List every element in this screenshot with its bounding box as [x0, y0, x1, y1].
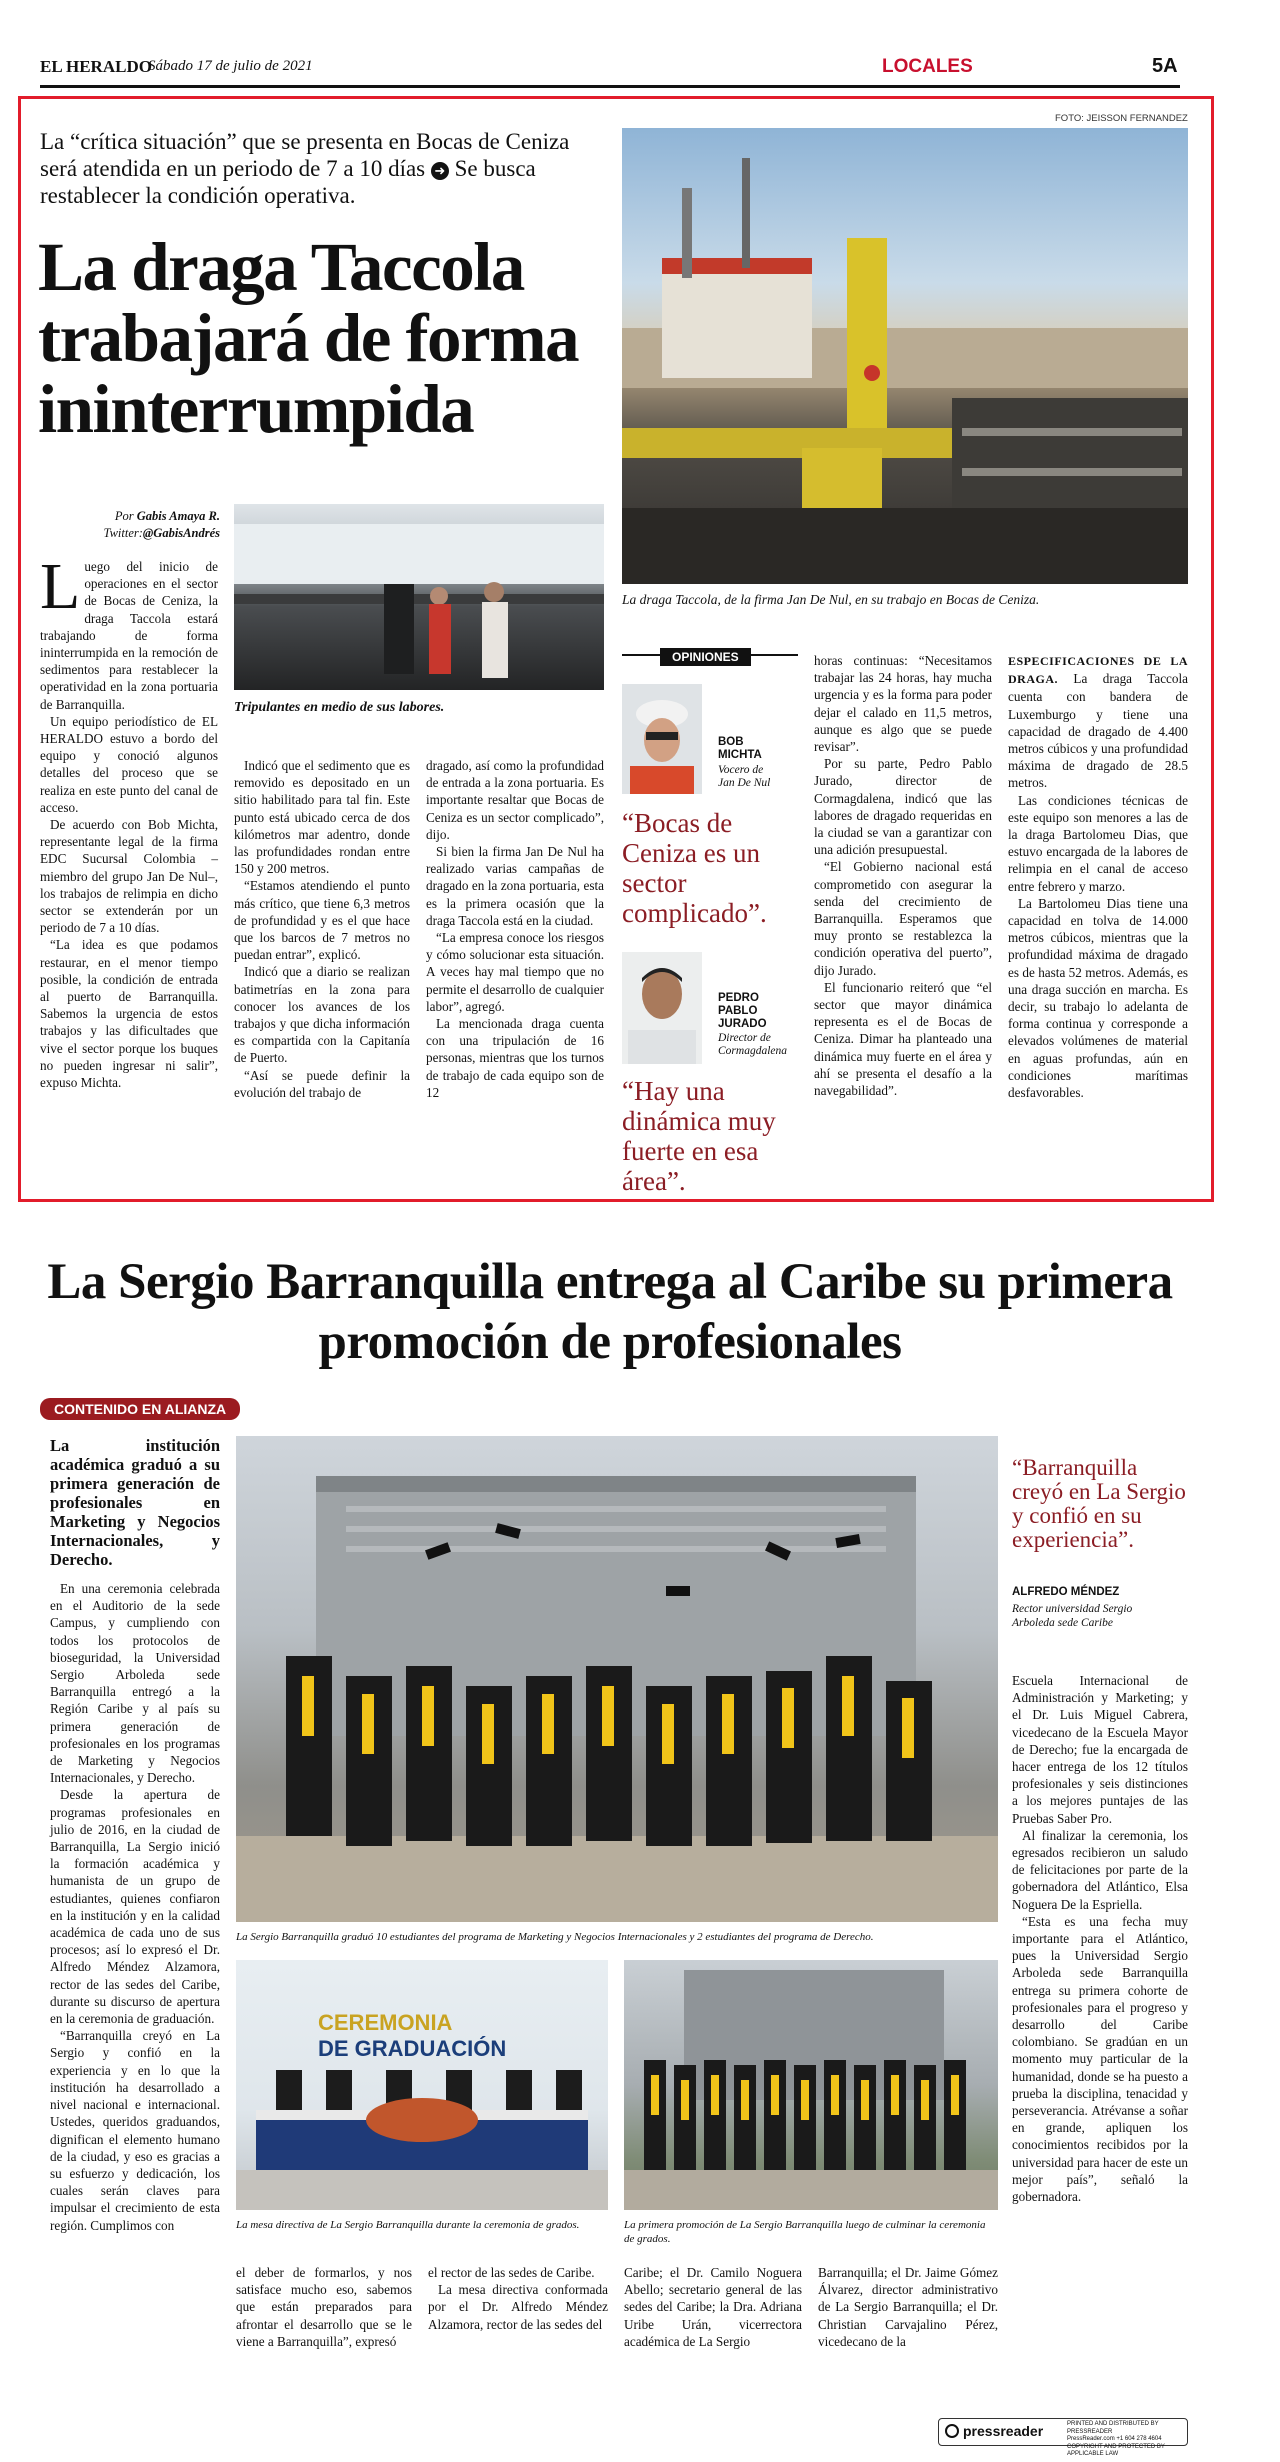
paragraph: En una ceremonia celebrada en el Auditorio de la sede Campus, y cumpliendo con todos los protocolos de bioseguridad, la Universidad Sergio Arboleda sede Barranquilla entregó a la Región Caribe y al país su primera generación de profesionales en los programas de Marketing y Negocios Internacionales, y Derecho. — [50, 1581, 220, 1786]
page-number: 5A — [1152, 55, 1178, 77]
twitter-handle[interactable]: @GabisAndrés — [142, 526, 220, 540]
ceremony-banner-line-1: CEREMONIA — [318, 2010, 453, 2035]
twitter-prefix: Twitter: — [103, 526, 143, 540]
paragraph: dragado, así como la profundidad de entrada a la zona portuaria. Es importante resaltar que Bocas de Ceniza es un sector complicado”, dijo. — [426, 758, 604, 842]
pedro-jurado-portrait — [622, 952, 702, 1064]
graduates-illustration — [236, 1436, 998, 1922]
ceremony-photo — [236, 1960, 608, 2210]
specs-label: ESPECIFICACIONES DE LA DRAGA. — [1008, 654, 1188, 687]
promotion-photo-caption: La primera promoción de La Sergio Barranquilla luego de culminar la ceremonia de grados. — [624, 2219, 986, 2245]
bob-michta-role — [718, 764, 770, 790]
pedro-jurado-quote: “Hay una dinámica muy fuerte en esa área”. — [622, 1076, 776, 1196]
article2-column-b1 — [236, 2264, 412, 2350]
crew-illustration — [234, 504, 604, 690]
mendez-quote: “Barranquilla creyó en La Sergio y confió en su experiencia”. — [1012, 1455, 1186, 1552]
notice-line: PressReader.com +1 604 278 4604 — [1067, 2436, 1162, 2442]
article1-column-5 — [814, 652, 992, 1099]
deck-tail: Se busca restablecer la condición operativa. — [40, 156, 536, 208]
pressreader-notice — [1067, 2421, 1187, 2459]
paragraph: horas continuas: “Necesitamos trabajar las 24 horas, hay mucha urgencia y es la forma para poder dejar el calado en 11,5 metros, aunque es algo que se puede revisar”. — [814, 653, 992, 755]
sponsored-badge: CONTENIDO EN ALIANZA — [40, 1398, 240, 1420]
bob-michta-quote: “Bocas de Ceniza es un sector complicado”. — [622, 808, 767, 928]
pressreader-brand: pressreader — [963, 2423, 1044, 2439]
paragraph: Caribe; el Dr. Camilo Noguera Abello; secretario general de las sedes del Caribe; la Dra. Adriana Uribe Urán, vicerrectora académica de La Sergio — [624, 2265, 802, 2349]
article1-column-3 — [426, 757, 604, 1101]
byline-prefix: Por — [114, 509, 134, 523]
article1-column-6 — [1008, 652, 1188, 1101]
paragraph: Las condiciones técnicas de este equipo son menores a las de la draga Bartolomeu Dias, que estuvo encargada de la labores de relimpia en el canal de acceso entre febrero y marzo. — [1008, 792, 1188, 894]
pressreader-footer[interactable] — [938, 2418, 1188, 2457]
paragraph: el rector de las sedes de Caribe. — [428, 2265, 595, 2280]
byline-name: Gabis Amaya R. — [136, 509, 220, 523]
bob-michta-portrait — [622, 684, 702, 794]
paragraph: La mesa directiva conformada por el Dr. Alfredo Méndez Alzamora, rector de las sedes del — [428, 2282, 608, 2332]
paragraph: “El Gobierno nacional está comprometido con asegurar la senda del crecimiento de Barranquilla. Esperamos que muy pronto se restablezca la condición operativa del puerto”, dijo Jurado. — [814, 859, 992, 978]
photo-credit: FOTO: JEISSON FERNANDEZ — [1055, 113, 1188, 124]
ceremony-illustration — [236, 1960, 608, 2210]
paragraph: Por su parte, Pedro Pablo Jurado, director de Cormagdalena, indicó que las labores de dragado requeridas en la ciudad se van a garantizar con una adición presupuestal. — [814, 756, 992, 858]
ship-photo — [622, 128, 1188, 584]
paragraph: Desde la apertura de programas profesionales en julio de 2016, en la ciudad de Barranquilla, La Sergio inició la formación académica y humanista de un grupo de estudiantes, quienes confiaron en la institución y en la calidad académica de cada uno de sus procesos; así lo expresó el Dr. Alfredo Méndez Alzamora, rector de las sedes del Caribe, durante su discurso de apertura en la ceremonia de graduación. — [50, 1787, 220, 2027]
portrait-illustration — [622, 952, 702, 1064]
issue-date: Sábado 17 de julio de 2021 — [148, 58, 313, 74]
portrait-illustration — [622, 684, 702, 794]
name-line: PABLO — [718, 1005, 758, 1017]
ship-illustration — [622, 128, 1188, 584]
article2-column-1 — [50, 1580, 220, 2234]
pressreader-logo-icon — [945, 2424, 959, 2438]
paragraph: La Bartolomeu Dias tiene una capacidad en tolva de 14.000 metros cúbicos, mientras que la profundidad máxima de dragado es de hasta 52 metros. Además, es una draga succión en marcha. Es decir, su trabajo lo adelanta de forma continua y corresponde a elevados volúmenes de material en aguas profundas, aún en condiciones marítimas desfavorables. — [1008, 895, 1188, 1101]
article2-lede: La institución académica graduó a su primera generación de profesionales en Marketing y Negocios Internacionales, y Derecho. — [50, 1436, 220, 1569]
role-line: Cormagdalena — [718, 1045, 787, 1057]
paragraph: De acuerdo con Bob Michta, representante legal de la firma EDC Sucursal Colombia –miembro del grupo Jan De Nul–, los trabajos de relimpia en dicho sector se extenderán por un periodo de 7 a 10 días. — [40, 817, 218, 936]
paragraph: Si bien la firma Jan De Nul ha realizado varias campañas de dragado en la zona portuaria, esta es la primera ocasión que la draga Taccola está en la ciudad. — [426, 844, 604, 928]
pedro-jurado-name — [718, 992, 767, 1031]
paragraph: La draga Taccola cuenta con bandera de Luxemburgo y tiene una capacidad de dragado de 4.400 metros cúbicos y una profundidad máxima de dragado de 28.5 metros. — [1008, 671, 1189, 791]
bob-michta-name — [718, 736, 762, 762]
pedro-jurado-role — [718, 1032, 787, 1058]
paragraph: La mencionada draga cuenta con una tripulación de 16 personas, mientras que los turnos de trabajo de cada equipo son de 12 — [426, 1016, 604, 1100]
notice-line: COPYRIGHT AND PROTECTED BY APPLICABLE LAW — [1067, 2443, 1165, 2457]
paragraph: “Estamos atendiendo el punto más crítico, que tiene 6,3 metros de profundidad y es el que hace que los barcos de 7 metros no puedan entrar”, explicó. — [234, 878, 410, 963]
opinions-label: OPINIONES — [660, 648, 751, 666]
paragraph: uego del inicio de operaciones en el sector de Bocas de Ceniza, la draga Taccola estará trabajando de forma ininterrumpida en la remoción de sedimentos para restablecer la operatividad en la zona portuaria de Barranquilla. — [40, 559, 218, 712]
article2-column-b2 — [428, 2264, 608, 2333]
article2-column-right — [1012, 1672, 1188, 2205]
promotion-photo — [624, 1960, 998, 2210]
paragraph: Barranquilla; el Dr. Jaime Gómez Álvarez, director administrativo de La Sergio Barranquilla; el Dr. Christian Carvajalino Pérez, vicedecano de la — [818, 2265, 998, 2349]
role-line: Vocero de — [718, 764, 764, 776]
arrow-circle-icon: ➜ — [431, 162, 449, 180]
ceremony-photo-caption: La mesa directiva de La Sergio Barranquilla durante la ceremonia de grados. — [236, 2219, 580, 2231]
graduates-photo-caption: La Sergio Barranquilla graduó 10 estudiantes del programa de Marketing y Negocios Internacionales y 2 estudiantes del programa de Derecho. — [236, 1931, 874, 1943]
masthead-rule — [40, 85, 1180, 88]
article2-column-b3 — [624, 2264, 802, 2350]
paragraph: “La empresa conoce los riesgos y cómo solucionar esta situación. A veces hay mal tiempo que no permite el desarrollo de cualquier labor”, agregó. — [426, 930, 604, 1014]
drop-cap: L — [40, 550, 81, 623]
deck — [40, 128, 610, 209]
section-name: LOCALES — [882, 56, 973, 77]
name-line: MICHTA — [718, 749, 762, 761]
paper-name: EL HERALDO — [40, 57, 152, 76]
paragraph: Indicó que a diario se realizan batimetrías en la zona para conocer los avances de los trabajos y que dicha información es compartida con la Capitanía de Puerto. — [234, 964, 410, 1066]
article1-column-2 — [234, 757, 410, 1101]
ship-photo-caption: La draga Taccola, de la firma Jan De Nul, en su trabajo en Bocas de Ceniza. — [622, 592, 1040, 607]
name-line: BOB — [718, 736, 744, 748]
paragraph: Indicó que el sedimento que es removido es depositado en un sitio habilitado para tal fin. Este punto está ubicado cerca de dos kilómetros mar adentro, donde las profundidades rondan entre 150 y 200 metros. — [234, 758, 410, 877]
paragraph: Un equipo periodístico de EL HERALDO estuvo a bordo del equipo y conoció algunos detalles del proceso que se realiza en este punto del canal de acceso. — [40, 713, 218, 815]
paragraph: el deber de formarlos, y nos satisface mucho eso, sabemos que están preparados para afrontar el desarrollo que se le viene a Barranquilla”, expresó — [236, 2265, 412, 2349]
paragraph: Escuela Internacional de Administración y Marketing; y el Dr. Luis Miguel Cabrera, vicedecano de la Escuela Mayor de Derecho; fue la encargada de hacer entrega de los 12 títulos profesionales y seis distinciones a los mejores puntajes de las Pruebas Saber Pro. — [1012, 1673, 1188, 1826]
ceremony-banner-line-2: DE GRADUACIÓN — [318, 2036, 507, 2061]
promotion-illustration — [624, 1960, 998, 2210]
headline: La draga Taccola trabajará de forma ininterrumpida — [38, 229, 579, 447]
paragraph: “Esta es una fecha muy importante para el Atlántico, pues la Universidad Sergio Arboleda sede Barranquilla entrega su primera cohorte de profesionales para el progreso y desarrollo del Caribe colombiano. Se gradúan en un momento muy particular de la humanidad, donde se ha puesto a prueba la disciplina, tenacidad y perseverancia. Atrévanse a soñar en grande, apliquen los conocimientos recibidos por la universidad para hacer de este un mejor país”, señaló la gobernadora. — [1012, 1913, 1188, 2205]
article2-headline: La Sergio Barranquilla entrega al Caribe su primera promoción de profesionales — [47, 1254, 1173, 1370]
paragraph: El funcionario reiteró que “el sector que mayor dinámica representa es el de Bocas de Ceniza. Dimar ha planteado una dinámica muy fuerte en el área y ahí se presenta el desafío a la navegabilidad”. — [814, 979, 992, 1099]
role-line: Director de — [718, 1032, 771, 1044]
mendez-name: ALFREDO MÉNDEZ — [1012, 1586, 1120, 1598]
graduates-photo — [236, 1436, 998, 1922]
mendez-role: Rector universidad Sergio Arboleda sede Caribe — [1012, 1603, 1133, 1629]
paragraph: “La idea es que podamos restaurar, en el menor tiempo posible, la condición de entrada al puerto de Barranquilla. Sabemos la urgencia de estos trabajos y las dificultades que vive el sector porque los buques no pueden ingresar ni salir”, expuso Michta. — [40, 937, 218, 1091]
name-line: PEDRO — [718, 992, 759, 1004]
crew-photo-caption: Tripulantes en medio de sus labores. — [234, 700, 445, 715]
paragraph: “Así se puede definir la evolución del trabajo de — [234, 1067, 410, 1100]
crew-photo — [234, 504, 604, 690]
role-line: Jan De Nul — [718, 777, 771, 789]
masthead — [40, 55, 1180, 95]
article2-column-b4 — [818, 2264, 998, 2350]
paragraph: Al finalizar la ceremonia, los egresados recibieron un saludo de felicitaciones por parte de la gobernadora del Atlántico, Elsa Noguera De la Espriella. — [1012, 1827, 1188, 1912]
byline — [60, 508, 220, 542]
article1-column-1 — [40, 550, 218, 1091]
paragraph: “Barranquilla creyó en La Sergio y confió en la experiencia y en lo que la institución ha desarrollado a nivel nacional e internacional. Ustedes, queridos graduandos, dignifican el elemento humano de la ciudad, y eso es gracias a su esfuerzo y dedicación, los cuales serán claves para impulsar el crecimiento de esta región. Cumplimos con — [50, 2028, 220, 2233]
notice-line: PRINTED AND DISTRIBUTED BY PRESSREADER — [1067, 2421, 1159, 2435]
name-line: JURADO — [718, 1018, 767, 1030]
deck-text: La “crítica situación” que se presenta en Bocas de Ceniza será atendida en un periodo de 7 a 10 días — [40, 129, 570, 181]
